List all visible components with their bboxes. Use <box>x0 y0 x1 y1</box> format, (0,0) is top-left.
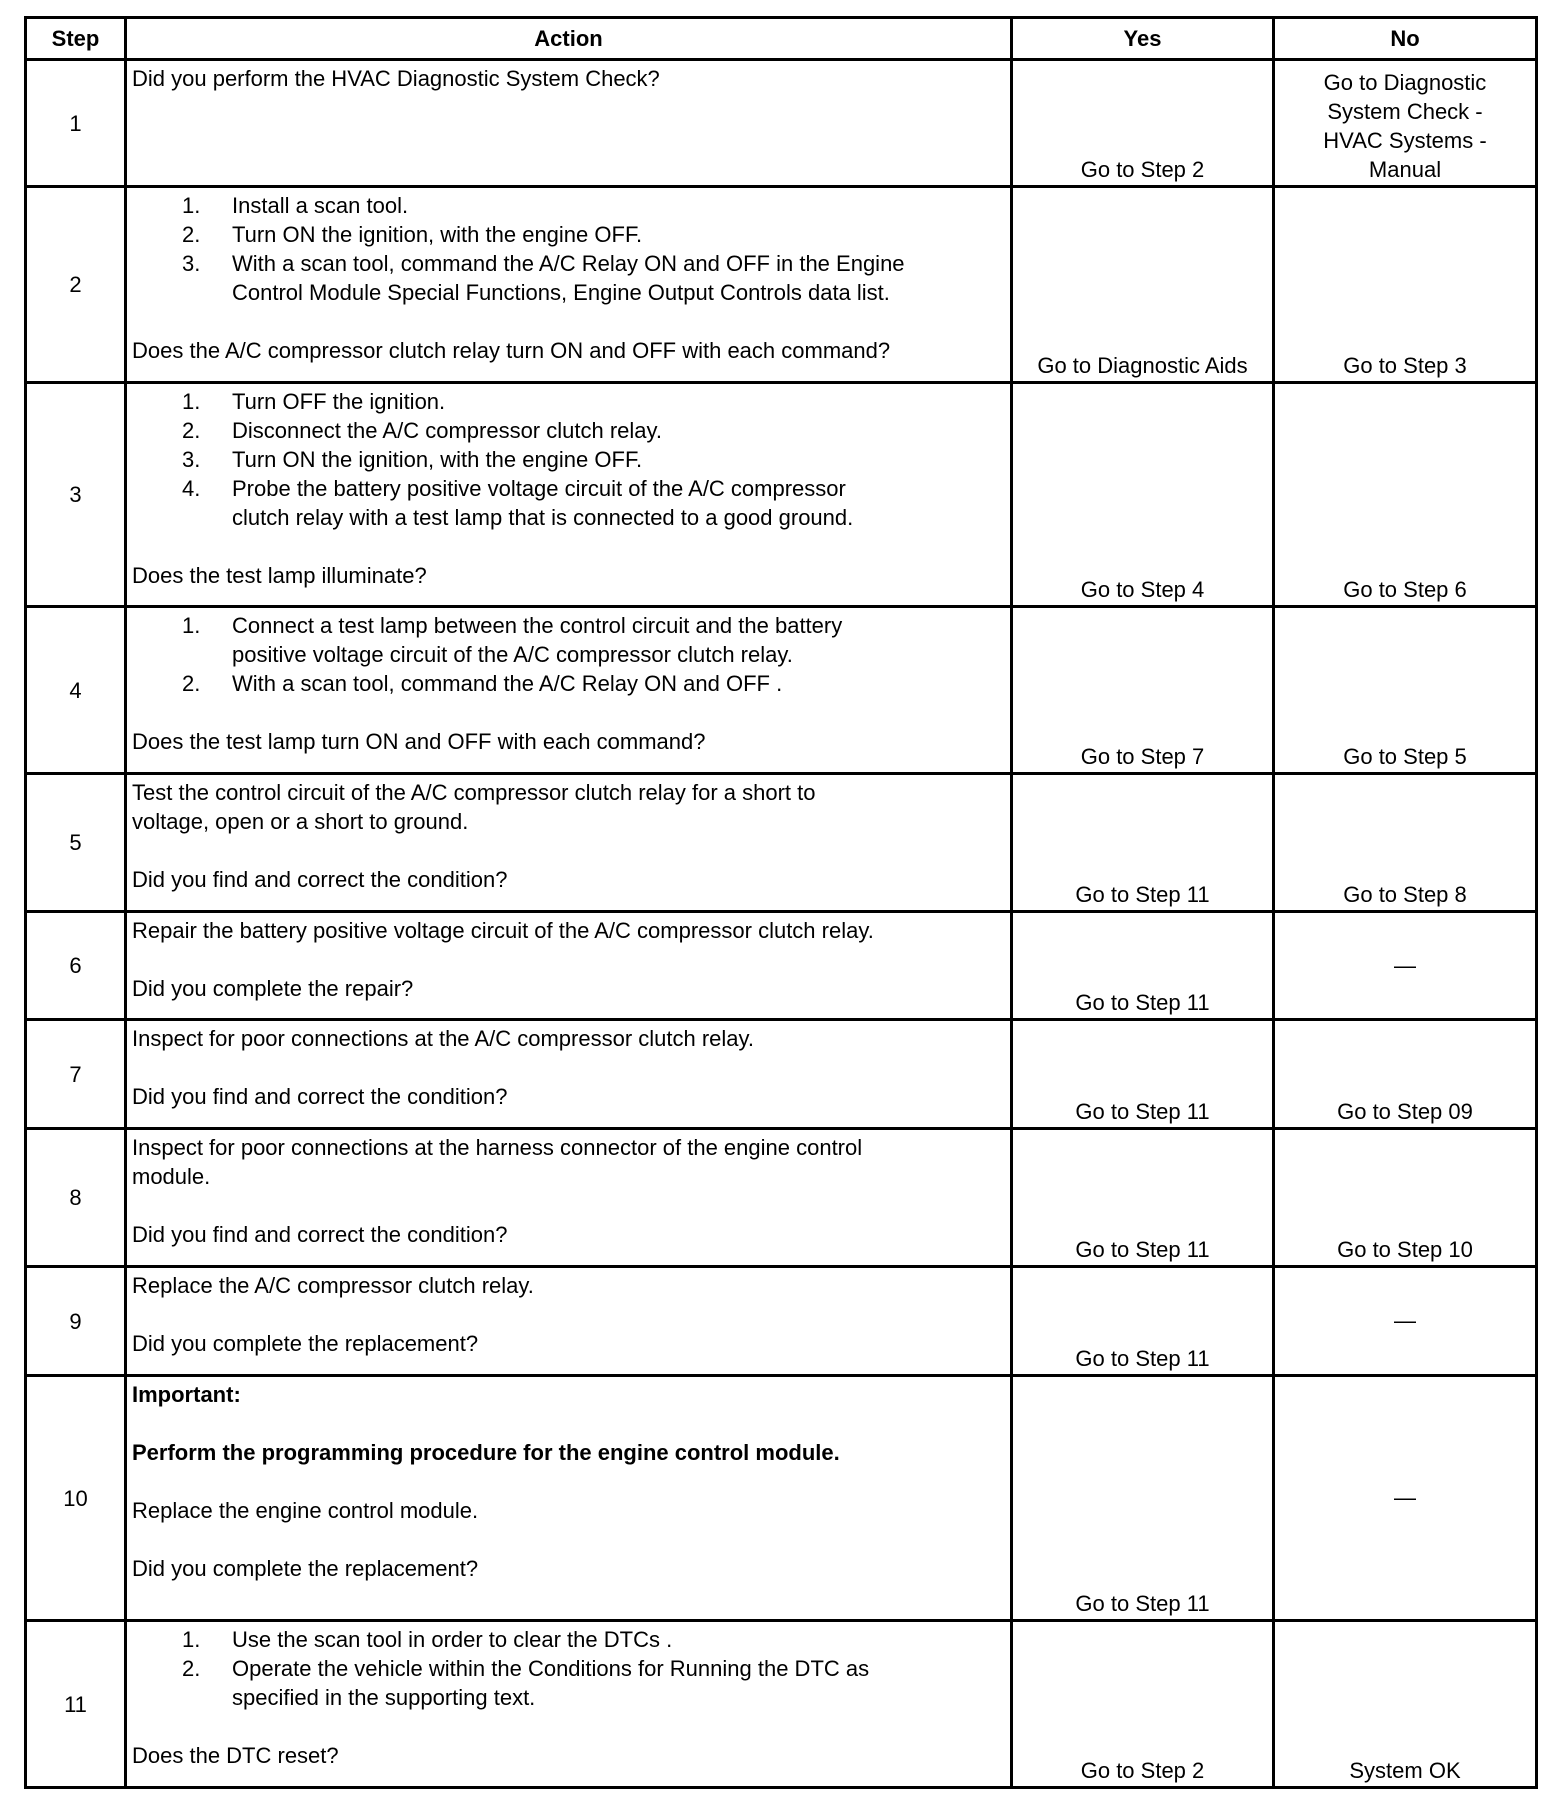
list-text: positive voltage circuit of the A/C compressor clutch relay. <box>232 642 793 667</box>
step-number: 2 <box>26 187 126 383</box>
question-text: Did you complete the replacement? <box>132 1556 479 1581</box>
list-text: Turn ON the ignition, with the engine OFF. <box>232 222 643 247</box>
list-text: Turn ON the ignition, with the engine OFF. <box>232 447 643 472</box>
instruction-line: Test the control circuit of the A/C compressor clutch relay for a short to <box>132 780 816 805</box>
list-text: Install a scan tool. <box>232 193 409 218</box>
question-text: Does the test lamp turn ON and OFF with each command? <box>132 729 706 754</box>
action-cell <box>126 607 1012 774</box>
no-cell: Go to Step 5 <box>1274 607 1537 774</box>
no-line: Manual <box>1368 157 1442 182</box>
step-number: 3 <box>26 383 126 607</box>
no-line: HVAC Systems - <box>1323 128 1487 153</box>
action-cell <box>126 60 1012 187</box>
table-header-row <box>26 18 1537 60</box>
question-text: Did you find and correct the condition? <box>132 1084 508 1109</box>
no-cell <box>1274 60 1537 187</box>
list-text: Probe the battery positive voltage circuit of the A/C compressor <box>232 476 846 501</box>
list-text: clutch relay with a test lamp that is connected to a good ground. <box>232 505 854 530</box>
list-number: 2. <box>182 671 201 696</box>
table-row <box>26 1129 1537 1267</box>
yes-cell: Go to Step 2 <box>1012 1621 1274 1788</box>
action-cell <box>126 1621 1012 1788</box>
step-number: 10 <box>26 1376 126 1621</box>
table-row <box>26 774 1537 912</box>
question-text: Did you perform the HVAC Diagnostic System Check? <box>132 66 660 91</box>
table-row <box>26 60 1537 187</box>
list-text: specified in the supporting text. <box>232 1685 536 1710</box>
yes-cell: Go to Step 4 <box>1012 383 1274 607</box>
list-item <box>132 1654 1006 1683</box>
no-cell: — <box>1274 912 1537 1020</box>
yes-cell: Go to Step 2 <box>1012 60 1274 187</box>
yes-cell: Go to Step 11 <box>1012 1020 1274 1129</box>
step-number: 1 <box>26 60 126 187</box>
list-item <box>132 387 1006 416</box>
list-item <box>132 669 1006 698</box>
list-number: 2. <box>182 418 201 443</box>
table-row <box>26 187 1537 383</box>
no-cell: Go to Step 8 <box>1274 774 1537 912</box>
yes-cell: Go to Step 11 <box>1012 774 1274 912</box>
list-item <box>132 191 1006 220</box>
list-item <box>132 249 1006 278</box>
header-step: Step <box>26 18 126 60</box>
procedure-list <box>132 611 1006 698</box>
list-item <box>132 1625 1006 1654</box>
table-row <box>26 383 1537 607</box>
list-item <box>132 278 1006 307</box>
table-row <box>26 607 1537 774</box>
list-text: Use the scan tool in order to clear the DTCs . <box>232 1627 673 1652</box>
question-text: Did you complete the replacement? <box>132 1331 479 1356</box>
table-row <box>26 1376 1537 1621</box>
step-number: 11 <box>26 1621 126 1788</box>
list-text: Turn OFF the ignition. <box>232 389 446 414</box>
list-number: 2. <box>182 1656 201 1681</box>
action-cell <box>126 912 1012 1020</box>
yes-cell: Go to Step 11 <box>1012 912 1274 1020</box>
yes-cell: Go to Diagnostic Aids <box>1012 187 1274 383</box>
header-action: Action <box>126 18 1012 60</box>
instruction-line: module. <box>132 1164 211 1189</box>
step-number: 5 <box>26 774 126 912</box>
step-number: 8 <box>26 1129 126 1267</box>
no-line: System Check - <box>1327 99 1483 124</box>
table-row <box>26 1020 1537 1129</box>
list-number: 1. <box>182 389 201 414</box>
list-number: 2. <box>182 222 201 247</box>
list-text: Operate the vehicle within the Conditions for Running the DTC as <box>232 1656 870 1681</box>
no-cell: Go to Step 6 <box>1274 383 1537 607</box>
list-number: 3. <box>182 447 201 472</box>
important-label: Important: <box>132 1382 241 1407</box>
table-row <box>26 1267 1537 1376</box>
procedure-list <box>132 191 1006 307</box>
yes-cell: Go to Step 7 <box>1012 607 1274 774</box>
action-cell <box>126 187 1012 383</box>
yes-cell: Go to Step 11 <box>1012 1129 1274 1267</box>
table-row <box>26 912 1537 1020</box>
list-item <box>132 416 1006 445</box>
step-number: 7 <box>26 1020 126 1129</box>
action-cell <box>126 774 1012 912</box>
question-text: Did you complete the repair? <box>132 976 414 1001</box>
no-cell: Go to Step 09 <box>1274 1020 1537 1129</box>
no-cell: Go to Step 10 <box>1274 1129 1537 1267</box>
no-cell: — <box>1274 1376 1537 1621</box>
list-text: Disconnect the A/C compressor clutch relay. <box>232 418 662 443</box>
list-item <box>132 611 1006 640</box>
list-item <box>132 640 1006 669</box>
no-cell: System OK <box>1274 1621 1537 1788</box>
important-note: Perform the programming procedure for the engine control module. <box>132 1440 840 1465</box>
action-cell <box>126 1376 1012 1621</box>
question-text: Does the A/C compressor clutch relay turn ON and OFF with each command? <box>132 338 891 363</box>
yes-cell: Go to Step 11 <box>1012 1376 1274 1621</box>
instruction-line: Replace the A/C compressor clutch relay. <box>132 1273 534 1298</box>
action-cell <box>126 1020 1012 1129</box>
list-item <box>132 1683 1006 1712</box>
question-text: Does the test lamp illuminate? <box>132 563 427 588</box>
list-text: With a scan tool, command the A/C Relay ON and OFF . <box>232 671 783 696</box>
list-number: 1. <box>182 613 201 638</box>
list-text: Connect a test lamp between the control circuit and the battery <box>232 613 843 638</box>
diagnostic-steps-table <box>24 16 1538 1789</box>
step-number: 9 <box>26 1267 126 1376</box>
instruction-line: voltage, open or a short to ground. <box>132 809 469 834</box>
list-item <box>132 474 1006 503</box>
list-number: 4. <box>182 476 201 501</box>
list-text: With a scan tool, command the A/C Relay ON and OFF in the Engine <box>232 251 905 276</box>
no-line: Go to Diagnostic <box>1323 70 1487 95</box>
step-number: 6 <box>26 912 126 1020</box>
list-item <box>132 445 1006 474</box>
question-text: Did you find and correct the condition? <box>132 1222 508 1247</box>
step-number: 4 <box>26 607 126 774</box>
list-item <box>132 220 1006 249</box>
no-cell: Go to Step 3 <box>1274 187 1537 383</box>
question-text: Did you find and correct the condition? <box>132 867 508 892</box>
table-row <box>26 1621 1537 1788</box>
action-cell <box>126 1267 1012 1376</box>
instruction-line: Repair the battery positive voltage circuit of the A/C compressor clutch relay. <box>132 918 874 943</box>
action-cell <box>126 383 1012 607</box>
list-text: Control Module Special Functions, Engine Output Controls data list. <box>232 280 890 305</box>
procedure-list <box>132 387 1006 532</box>
no-cell: — <box>1274 1267 1537 1376</box>
yes-cell: Go to Step 11 <box>1012 1267 1274 1376</box>
action-cell <box>126 1129 1012 1267</box>
instruction-line: Inspect for poor connections at the harness connector of the engine control <box>132 1135 863 1160</box>
list-number: 3. <box>182 251 201 276</box>
list-number: 1. <box>182 193 201 218</box>
list-item <box>132 503 1006 532</box>
header-yes: Yes <box>1012 18 1274 60</box>
procedure-list <box>132 1625 1006 1712</box>
header-no: No <box>1274 18 1537 60</box>
question-text: Does the DTC reset? <box>132 1743 339 1768</box>
list-number: 1. <box>182 1627 201 1652</box>
instruction-line: Inspect for poor connections at the A/C compressor clutch relay. <box>132 1026 755 1051</box>
instruction-line: Replace the engine control module. <box>132 1498 479 1523</box>
